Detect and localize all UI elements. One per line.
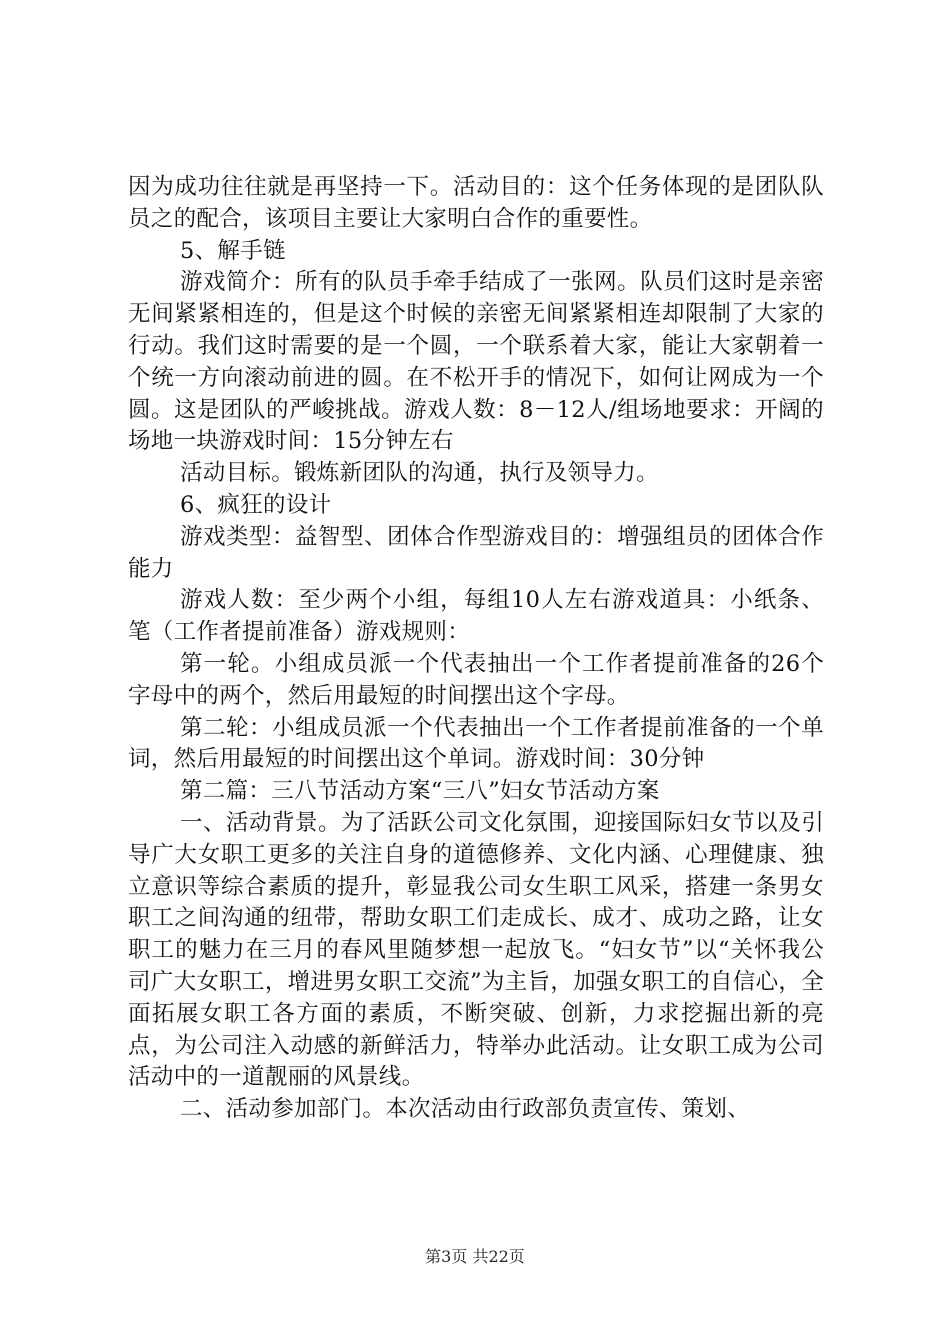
paragraph-activity-goal: 活动目标。锻炼新团队的沟通，执行及领导力。 bbox=[180, 460, 659, 487]
page-number-footer: 第3页 共22页 bbox=[425, 1247, 525, 1266]
section-heading-5: 5、解手链 bbox=[180, 237, 286, 264]
paragraph-round-one: 第一轮。小组成员派一个代表抽出一个工作者提前准备的26个字母中的两个，然后用最短的时间摆出这个字母。 bbox=[128, 650, 824, 709]
paragraph-background: 一、活动背景。为了活跃公司文化氛围，迎接国际妇女节以及引导广大女职工更多的关注自身的道德修养、文化内涵、心理健康、独立意识等综合素质的提升，彰显我公司女生职工风采，搭建一条男女职工之间沟通的纽带，帮助女职工们走成长、成才、成功之路，让女职工的魅力在三月的春风里随梦想一起放飞。“妇女节”以“关怀我公司广大女职工，增进男女职工交流”为主旨，加强女职工的自信心，全面拓展女职工各方面的素质，不断突破、创新，力求挖掘出新的亮点，为公司注入动感的新鲜活力，特举办此活动。让女职工成为公司活动中的一道靓丽的风景线。 bbox=[128, 809, 824, 1091]
paragraph-departments: 二、活动参加部门。本次活动由行政部负责宣传、策划、 bbox=[180, 1096, 751, 1123]
paragraph-game-players: 游戏人数：至少两个小组，每组10人左右游戏道具：小纸条、笔（工作者提前准备）游戏规则： bbox=[128, 587, 824, 646]
paragraph-game-type: 游戏类型：益智型、团体合作型游戏目的：增强组员的团体合作能力 bbox=[128, 523, 824, 582]
chapter-heading-2: 第二篇：三八节活动方案“三八”妇女节活动方案 bbox=[180, 778, 660, 805]
document-body bbox=[128, 172, 824, 1126]
section-heading-6: 6、疯狂的设计 bbox=[180, 491, 332, 518]
paragraph-round-two: 第二轮：小组成员派一个代表抽出一个工作者提前准备的一个单词，然后用最短的时间摆出这个单词。游戏时间：30分钟 bbox=[128, 714, 824, 773]
paragraph-game-intro: 游戏简介：所有的队员手牵手结成了一张网。队员们这时是亲密无间紧紧相连的，但是这个时候的亲密无间紧紧相连却限制了大家的行动。我们这时需要的是一个圆，一个联系着大家，能让大家朝着一个统一方向滚动前进的圆。在不松开手的情况下，如何让网成为一个圆。这是团队的严峻挑战。游戏人数：8－12人/组场地要求：开阔的场地一块游戏时间：15分钟左右 bbox=[128, 269, 824, 455]
paragraph-1: 因为成功往往就是再坚持一下。活动目的：这个任务体现的是团队队员之的配合，该项目主要让大家明白合作的重要性。 bbox=[128, 174, 824, 232]
